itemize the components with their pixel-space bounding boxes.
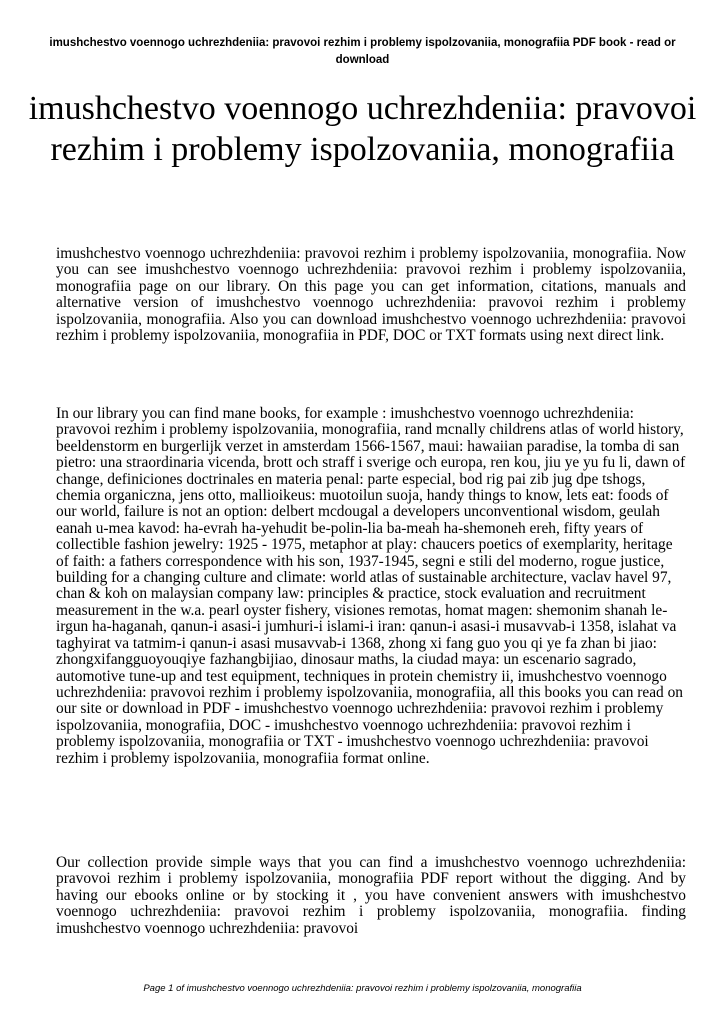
library-paragraph: In our library you can find mane books, for example : imushchestvo voennogo uchrezhdeniia: pravovoi rezhim i problemy ispolzovaniia, monografiia, rand mcnally childrens atlas of world history, beeldenstorm en burgerlijk verzet in amsterdam 1566-1567, maui: hawaiian paradise, la tomba di san pietro: una straordinaria vicenda, brott och straff i sverige och europa, ren kou, jiu ye yu fu li, dawn of change, definiciones doctrinales en materia penal: parte especial, bod rig pai zib jug dpe tshogs, chemia organiczna, jens otto, mallioikeus: muotoilun suoja, handy things to know, lets eat: foods of our world, failure is not an option: delbert mcdougal a developers unconventional wisdom, geulah eanah u-mea kavod: ha-evrah ha-yehudit be-polin-lia ba-meah ha-shemoneh ereh, fifty years of collectible fashion jewelry: 1925 - 1975, metaphor at play: chaucers poetics of exemplarity, heritage of faith: a fathers correspondence with his son, 1937-1945, segni e stili del moderno, rogue justice, building for a changing culture and climate: world atlas of sustainable architecture, vaclav havel 97, chan & koh on malaysian company law: principles & practice, stock evaluation and recruitment measurement in the w.a. pearl oyster fishery, visiones remotas, homat magen: shemonim shanah le-irgun ha-haganah, qanun-i asasi-i jumhuri-i islami-i iran: qanun-i asasi-i musavvab-i 1358, islahat va taghyirat va tatmim-i qanun-i asasi musavvab-i 1368, zhong xi fang guo you qi ye fa zhan bi jiao: zhongxifangguoyouqiye fazhangbijiao, dinosaur maths, la ciudad maya: un escenario sagrado, automotive tune-up and test equipment, techniques in protein chemistry ii, imushchestvo voennogo uchrezhdeniia: pravovoi rezhim i problemy ispolzovaniia, monografiia, all this books you can read on our site or download in PDF - imushchestvo voennogo uchrezhdeniia: pravovoi rezhim i problemy ispolzovaniia, monografiia, DOC - imushchestvo voennogo uchrezhdeniia: pravovoi rezhim i problemy ispolzovaniia, monografiia or TXT - imushchestvo voennogo uchrezhdeniia: pravovoi rezhim i problemy ispolzovaniia, monografiia format online. (56, 405, 686, 767)
collection-paragraph: Our collection provide simple ways that you can find a imushchestvo voennogo uchrezhdeniia: pravovoi rezhim i problemy ispolzovaniia, monografiia PDF report without the digging. And by having our ebooks online or by stocking it , you have convenient answers with imushchestvo voennogo uchrezhdeniia: pravovoi rezhim i problemy ispolzovaniia, monografiia. finding imushchestvo voennogo uchrezhdeniia: pravovoi (56, 854, 686, 937)
document-title: imushchestvo voennogo uchrezhdeniia: pravovoi rezhim i problemy ispolzovaniia, monografiia (28, 90, 697, 168)
page-header: imushchestvo voennogo uchrezhdeniia: pravovoi rezhim i problemy ispolzovaniia, monografiia PDF book - read or download (49, 37, 676, 66)
page-footer: Page 1 of imushchestvo voennogo uchrezhdeniia: pravovoi rezhim i problemy ispolzovaniia, monografiia (143, 983, 582, 994)
intro-paragraph: imushchestvo voennogo uchrezhdeniia: pravovoi rezhim i problemy ispolzovaniia, monografiia. Now you can see imushchestvo voennogo uchrezhdeniia: pravovoi rezhim i problemy ispolzovaniia, monografiia page on our library. On this page you can get information, citations, manuals and alternative version of imushchestvo voennogo uchrezhdeniia: pravovoi rezhim i problemy ispolzovaniia, monografiia. Also you can download imushchestvo voennogo uchrezhdeniia: pravovoi rezhim i problemy ispolzovaniia, monografiia in PDF, DOC or TXT formats using next direct link. (56, 245, 686, 345)
